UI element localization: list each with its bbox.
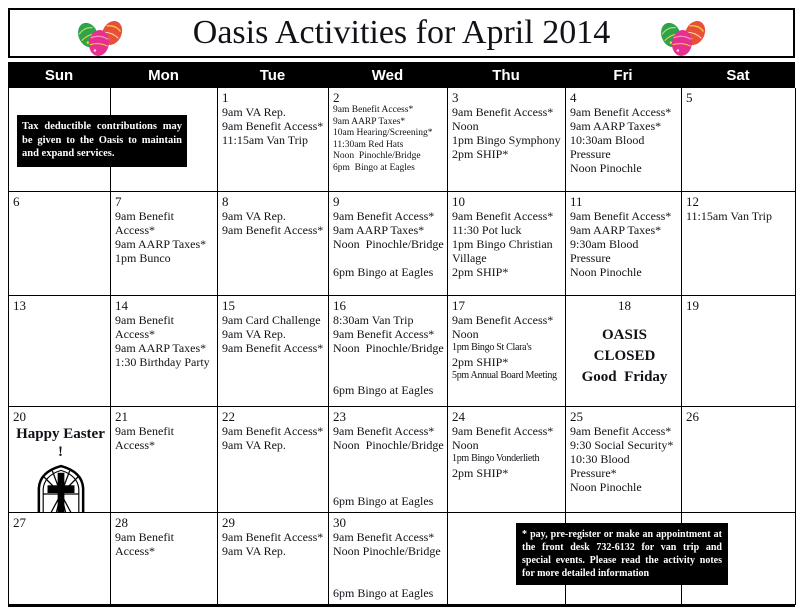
day-number: 13: [13, 298, 26, 313]
spacer-line: [333, 355, 445, 369]
event-line: 9am AARP Taxes*: [570, 119, 662, 133]
event-line: Noon Pinochle/Bridge: [333, 151, 421, 161]
event-line: 9am Benefit Access*: [115, 313, 177, 341]
closed-banner: [570, 325, 679, 388]
day-number: 18: [618, 298, 631, 313]
closed-banner-line: OASIS CLOSED: [593, 327, 656, 364]
calendar-cell-20: [9, 407, 111, 513]
easter-eggs-icon: [657, 15, 707, 57]
day-number: 9: [333, 194, 340, 209]
event-line: 10am Hearing/Screening*: [333, 128, 433, 138]
event-line: 1pm Bingo Symphony: [452, 133, 561, 147]
page-title: Oasis Activities for April 2014: [192, 14, 611, 51]
weekday-header-sun: Sun: [44, 66, 74, 84]
spacer-line: [333, 466, 445, 480]
weekday-header-mon: Mon: [148, 66, 179, 84]
calendar-cell-22: [218, 407, 329, 513]
day-number: 24: [452, 409, 465, 424]
day-number: 16: [333, 298, 346, 313]
day-number: 3: [452, 90, 459, 105]
calendar-cell-5: [682, 88, 796, 192]
event-line: 9am AARP Taxes*: [333, 223, 425, 237]
event-line: 9am VA Rep.: [222, 105, 286, 119]
spacer-line: [333, 251, 445, 265]
day-number: 30: [333, 515, 346, 530]
closed-banner-line: Good Friday: [581, 369, 668, 385]
event-line: 1:30 Birthday Party: [115, 355, 210, 369]
event-line: 9am Benefit Access*: [222, 530, 324, 544]
calendar-cell-16: [329, 296, 448, 407]
weekday-header-row: [8, 62, 795, 88]
event-line: 9am Benefit Access*: [222, 119, 324, 133]
day-number: 21: [115, 409, 128, 424]
event-line: 5pm Annual Board Meeting: [452, 370, 557, 381]
calendar-cell-28: [111, 513, 218, 605]
calendar-cell-29: [218, 513, 329, 605]
calendar-cell-9: [329, 192, 448, 296]
event-line: 1pm Bunco: [115, 251, 171, 265]
calendar-cell-17: [448, 296, 566, 407]
calendar-cell-18: [566, 296, 682, 407]
spacer-line: [333, 558, 445, 572]
day-number: 22: [222, 409, 235, 424]
event-line: 10:30am Blood Pressure: [570, 133, 648, 161]
calendar-cell-1: [218, 88, 329, 192]
event-line: 9am AARP Taxes*: [115, 237, 207, 251]
calendar-cell-7: [111, 192, 218, 296]
day-number: 7: [115, 194, 122, 209]
day-number: 19: [686, 298, 699, 313]
register-note: * pay, pre-register or make an appointment at the front desk 732-6132 for van trip and special events. Please read the activity notes for more detailed information: [516, 523, 728, 585]
calendar-cell-21: [111, 407, 218, 513]
event-line: 9am Benefit Access*: [222, 341, 324, 355]
weekday-header-fri: Fri: [613, 66, 633, 84]
event-line: 9am AARP Taxes*: [570, 223, 662, 237]
event-line: 9am VA Rep.: [222, 209, 286, 223]
event-line: Noon: [452, 438, 479, 452]
event-line: 9:30 Social Security*: [570, 438, 674, 452]
event-line: Noon Pinochle/Bridge: [333, 341, 444, 355]
event-line: Noon: [452, 119, 479, 133]
event-line: 9am Benefit Access*: [333, 105, 414, 115]
event-line: 2pm SHIP*: [452, 355, 509, 369]
calendar-cell-11: [566, 192, 682, 296]
event-line: Noon Pinochle: [570, 265, 642, 279]
calendar-cell-14: [111, 296, 218, 407]
day-number: 29: [222, 515, 235, 530]
day-number: 4: [570, 90, 577, 105]
calendar-cell-2: [329, 88, 448, 192]
event-line: 9am Benefit Access*: [115, 209, 177, 237]
event-line: 6pm Bingo at Eagles: [333, 586, 434, 600]
day-number: 28: [115, 515, 128, 530]
calendar-cell-12: [682, 192, 796, 296]
tax-note: Tax deductible contributions may be given to the Oasis to maintain and expand services.: [17, 115, 187, 167]
calendar-cell-6: [9, 192, 111, 296]
event-line: 6pm Bingo at Eagles: [333, 494, 434, 508]
calendar-cell-19: [682, 296, 796, 407]
calendar-cell-27: [9, 513, 111, 605]
calendar-cell-23: [329, 407, 448, 513]
day-number: [115, 90, 215, 105]
event-line: 9am VA Rep.: [222, 544, 286, 558]
day-number: 23: [333, 409, 346, 424]
event-line: Noon Pinochle/Bridge: [333, 438, 444, 452]
event-line: 9am Benefit Access*: [452, 424, 554, 438]
day-number: 15: [222, 298, 235, 313]
event-line: 6pm Bingo at Eagles: [333, 265, 434, 279]
event-line: 8:30am Van Trip: [333, 313, 414, 327]
event-line: 9am Benefit Access*: [222, 223, 324, 237]
event-line: 9am Benefit Access*: [115, 424, 177, 452]
event-line: 11:15am Van Trip: [686, 209, 773, 223]
event-line: 2pm SHIP*: [452, 147, 509, 161]
event-line: 9am Benefit Access*: [452, 209, 554, 223]
weekday-header-tue: Tue: [259, 66, 286, 84]
day-number: 11: [570, 194, 583, 209]
event-line: 2pm SHIP*: [452, 265, 509, 279]
day-number: 10: [452, 194, 465, 209]
day-number: [13, 90, 108, 105]
calendar-cell-8: [218, 192, 329, 296]
event-line: 10:30 Blood Pressure*: [570, 452, 633, 480]
event-line: 9am Benefit Access*: [333, 424, 435, 438]
event-line: 9am Card Challenge: [222, 313, 321, 327]
event-line: 9am Benefit Access*: [115, 530, 177, 558]
day-number: 26: [686, 409, 699, 424]
event-line: 1pm Bingo Vonderlieth: [452, 453, 540, 464]
event-line: 9am Benefit Access*: [333, 327, 435, 341]
event-line: 9am Benefit Access*: [570, 105, 672, 119]
calendar-cell-4: [566, 88, 682, 192]
event-line: Noon Pinochle: [570, 480, 642, 494]
event-line: 9am VA Rep.: [222, 327, 286, 341]
event-line: 11:30am Red Hats: [333, 139, 404, 150]
day-number: 12: [686, 194, 699, 209]
event-line: 6pm Bingo at Eagles: [333, 162, 415, 173]
day-number: 17: [452, 298, 465, 313]
event-line: 9am Benefit Access*: [222, 424, 324, 438]
church-window-icon: [13, 463, 108, 513]
weekday-header-thu: Thu: [492, 66, 520, 84]
day-number: 6: [13, 194, 20, 209]
easter-eggs-icon: [74, 15, 124, 57]
day-number: 2: [333, 90, 340, 105]
event-line: 9am AARP Taxes*: [115, 341, 207, 355]
event-line: 1pm Bingo Christian Village: [452, 237, 556, 265]
event-line: Noon Pinochle/Bridge: [333, 544, 441, 558]
title-banner: [8, 8, 795, 58]
spacer-line: [333, 452, 445, 466]
event-line: 9am Benefit Access*: [452, 105, 554, 119]
event-line: Noon Pinochle: [570, 161, 642, 175]
calendar-cell-15: [218, 296, 329, 407]
weekday-header-wed: Wed: [371, 66, 404, 84]
event-line: 11:30 Pot luck: [452, 223, 522, 237]
day-number: 14: [115, 298, 128, 313]
event-line: 9am Benefit Access*: [570, 209, 672, 223]
event-line: Noon Pinochle/Bridge: [333, 237, 444, 251]
calendar-cell-10: [448, 192, 566, 296]
event-line: 9am Benefit Access*: [333, 209, 435, 223]
calendar-cell-26: [682, 407, 796, 513]
event-line: Noon: [452, 327, 479, 341]
day-number: 25: [570, 409, 583, 424]
day-number: 1: [222, 90, 229, 105]
calendar-cell-30: [329, 513, 448, 605]
spacer-line: [333, 572, 445, 586]
event-line: 2pm SHIP*: [452, 466, 509, 480]
calendar-cell-24: [448, 407, 566, 513]
event-line: 9am VA Rep.: [222, 438, 286, 452]
event-line: 11:15am Van Trip: [222, 133, 309, 147]
day-number: 20: [13, 409, 26, 424]
calendar-cell-3: [448, 88, 566, 192]
event-line: 6pm Bingo at Eagles: [333, 383, 434, 397]
easter-greeting: Happy Easter !: [16, 426, 109, 460]
spacer-line: [333, 369, 445, 383]
event-line: 9am Benefit Access*: [333, 530, 435, 544]
calendar-cell-25: [566, 407, 682, 513]
event-line: 9am Benefit Access*: [570, 424, 672, 438]
event-line: 1pm Bingo St Clara's: [452, 342, 532, 353]
weekday-header-sat: Sat: [726, 66, 750, 84]
event-line: 9:30am Blood Pressure: [570, 237, 642, 265]
event-line: 9am Benefit Access*: [452, 313, 554, 327]
day-number: 5: [686, 90, 693, 105]
event-line: 9am AARP Taxes*: [333, 116, 406, 127]
spacer-line: [333, 480, 445, 494]
day-number: 27: [13, 515, 26, 530]
day-number: 8: [222, 194, 229, 209]
calendar-cell-13: [9, 296, 111, 407]
